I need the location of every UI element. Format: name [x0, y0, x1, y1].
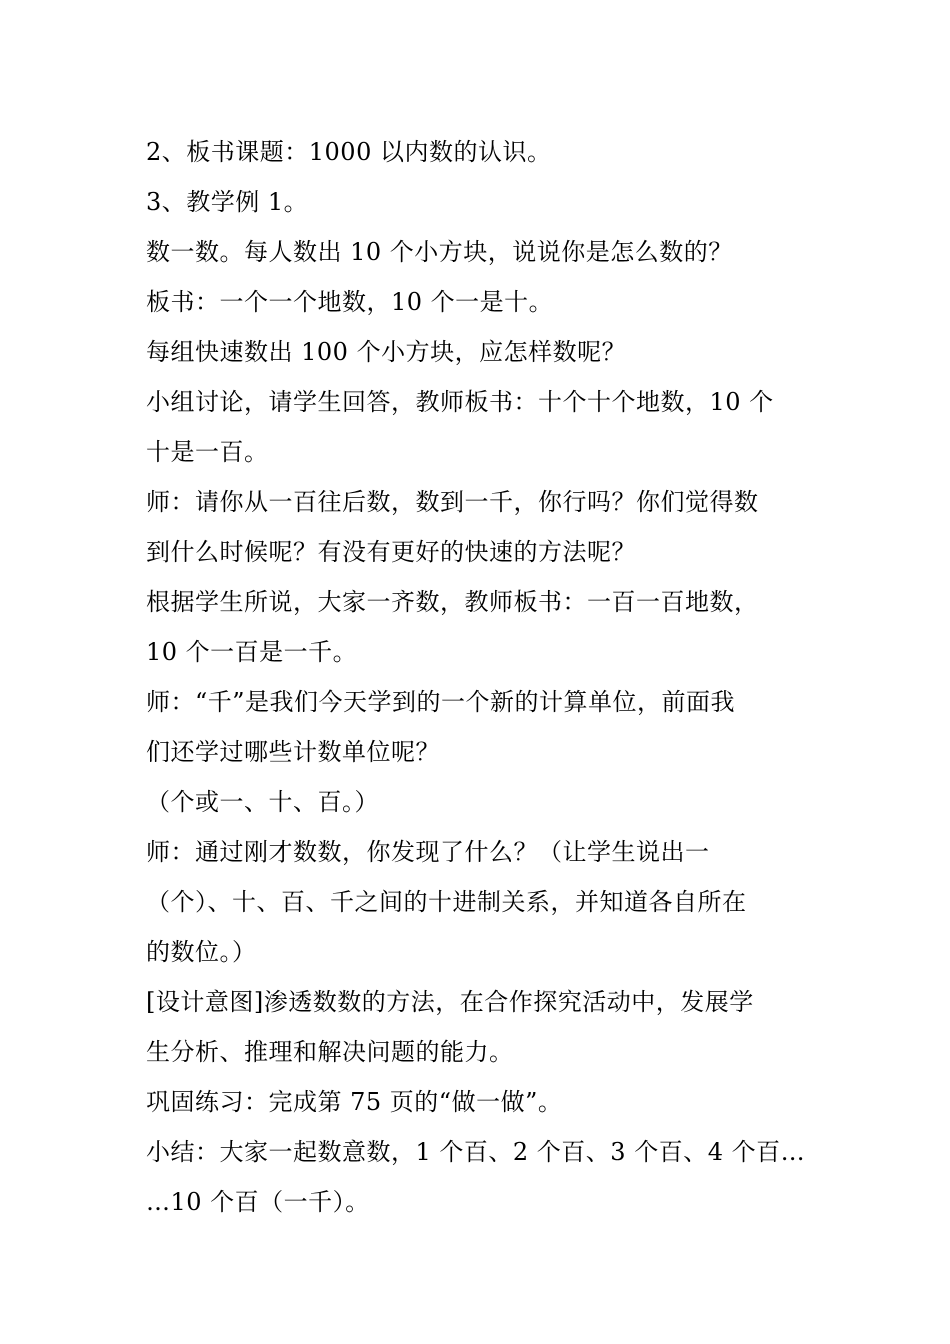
text-line: 到什么时候呢？有没有更好的快速的方法呢？ [146, 538, 636, 566]
text-line: …10 个百（一千）。 [146, 1188, 370, 1216]
text-line: 师：通过刚才数数，你发现了什么？（让学生说出一 [146, 838, 710, 866]
document-body [146, 127, 816, 1227]
text-line: 3、教学例 1。 [146, 188, 309, 216]
text-line: 生分析、推理和解决问题的能力。 [146, 1038, 514, 1066]
text-line: 巩固练习：完成第 75 页的“做一做”。 [146, 1088, 563, 1116]
text-line: 师：“千”是我们今天学到的一个新的计算单位，前面我 [146, 688, 736, 716]
text-line: （个或一、十、百。） [146, 788, 379, 816]
text-line: 每组快速数出 100 个小方块，应怎样数呢？ [146, 338, 627, 366]
text-line: 小组讨论，请学生回答，教师板书：十个十个地数，10 个 [146, 388, 774, 416]
text-line: 根据学生所说，大家一齐数，教师板书：一百一百地数， [146, 588, 759, 616]
text-line: 师：请你从一百往后数，数到一千，你行吗？你们觉得数 [146, 488, 759, 516]
text-line: 十是一百。 [146, 438, 269, 466]
text-line: 小结：大家一起数意数，1 个百、2 个百、3 个百、4 个百… [146, 1138, 806, 1166]
text-line: [设计意图]渗透数数的方法，在合作探究活动中，发展学 [146, 988, 754, 1016]
text-line: 的数位。） [146, 938, 257, 966]
text-line: 2、板书课题：1000 以内数的认识。 [146, 138, 552, 166]
text-line: 板书：一个一个地数，10 个一是十。 [146, 288, 554, 316]
text-line: 们还学过哪些计数单位呢？ [146, 738, 440, 766]
text-line: 数一数。每人数出 10 个小方块，说说你是怎么数的？ [146, 238, 733, 266]
text-line: （个）、十、百、千之间的十进制关系，并知道各自所在 [146, 888, 747, 916]
text-line: 10 个一百是一千。 [146, 638, 358, 666]
